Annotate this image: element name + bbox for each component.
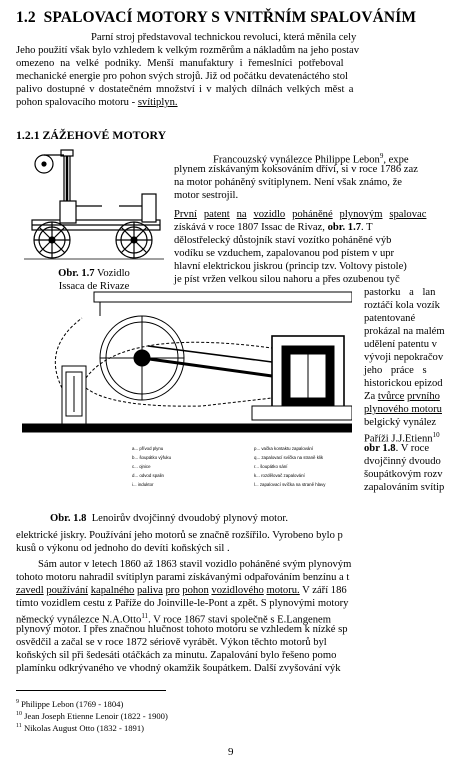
lenoir-line-9: plamínku odkrývaného ve vhodný okamžik šoupátkem. Další zvyšování výk (16, 663, 341, 674)
right-col-15: šoupátkovým rozv (364, 469, 443, 480)
patent-line-5: hlavní elektrickou jiskrou (princip tzv. Voltovy pistole) (174, 261, 407, 272)
svitiplyn-link: svítiplyn. (137, 97, 178, 108)
patent-line-2: získává v roce 1807 Issac de Rivaz, obr. 1.7. T (174, 222, 373, 233)
figure-1-8-caption: Obr. 1.8 Lenoirův dvojčinný dvoudobý plynový motor. (50, 513, 288, 524)
section-heading: 1.2 SPALOVACÍ MOTORY S VNITŘNÍM SPALOVÁNÍM (16, 9, 417, 26)
lenoir-line-3: zavedl používání kapalného paliva pro pohon vozidlového motoru. V září 186 (16, 585, 347, 596)
subsection-heading: 1.2.1 ZÁŽEHOVÉ MOTORY (16, 128, 167, 142)
right-col-3: patentované (364, 313, 416, 324)
footnote-11: $^{11}$ Nikolas August Otto (1832 - 1891) (16, 722, 145, 733)
patent-line-6: je píst vržen velkou silou nahoru a přes ozubenou tyč (174, 274, 400, 285)
legend-l: l... zapalovací svíčka na straně hlavy (254, 482, 326, 487)
right-col-4: prokázal na malém (364, 326, 445, 337)
lenoir-line-4: tímto vozidlem cestu z Paříže do Joinville-le-Pont a zpět. S plynovými motory (16, 598, 349, 609)
page-number: 9 (228, 746, 234, 758)
right-col-1: pastorku a lan (364, 287, 436, 298)
patent-line-4: vodíku se vzduchem, zapalovanou pod pístem v upr (174, 248, 395, 259)
after-fig-line-1: elektrické jiskry. Používání jeho motorů se značně rozšířilo. Vyrobeno bylo p (16, 530, 343, 541)
legend-c: c... ojnice (132, 464, 151, 469)
right-col-6: vývoji nepokračov (364, 352, 444, 363)
legend-k: k... rozdělovač zapalování (254, 473, 305, 478)
intro-line-2: Jeho použití však bylo vzhledem k velkým rozměrům a nákladům na jeho postav (16, 45, 360, 56)
right-col-5: udělení patentu v (364, 339, 437, 350)
figure-1-7-caption: Obr. 1.7 Vozidlo (58, 268, 130, 279)
intro-line-1: Parní stroj představoval technickou revoluci, která měnila cely (91, 32, 357, 43)
intro-line-5: palivo dostupné v dostatečném množství i v malých dílnách velkých měst a (16, 84, 354, 95)
right-col-8: historickou epizod (364, 378, 443, 389)
intro-line-6: pohon spalovacího motoru - svítiplyn. (16, 97, 178, 108)
right-col-13: obr 1.8. V roce (364, 443, 430, 454)
patent-line-1: První patent na vozidlo poháněné plynovým spalovac (174, 209, 427, 220)
right-col-12: Paříži J.J.Etienn$^{10}$ (364, 431, 440, 445)
legend-i: i... induktor (132, 482, 154, 487)
legend-q: q... zapalovací svíčka na straně klik (254, 455, 324, 460)
patent-line-3: dělostřelecký důstojník staví vozítko poháněné výb (174, 235, 392, 246)
right-col-9: Za tvůrce prvního (364, 391, 440, 402)
right-col-14: dvojčinný dvoudo (364, 456, 441, 467)
lebon-line-1: Francouzský vynálezce Philippe Lebon$^9$, expe (213, 152, 409, 166)
lenoir-line-2: tohoto motoru nahradil svítiplyn parami získávanými odpařováním benzínu a t (16, 572, 350, 583)
lenoir-line-7: osvědčil a začal se v roce 1872 sériově vyrábět. Výkon těchto motorů byl (16, 637, 327, 648)
after-fig-line-2: kusů o výkonu od jednoho do devíti koňských sil . (16, 543, 230, 554)
footnote-9: $^9$ Philippe Lebon (1769 - 1804) (16, 698, 124, 709)
intro-line-4: mechanické energie pro pohon svých strojů. Již od počátku devatenáctého stol (16, 71, 348, 82)
lenoir-line-6: plynový motor. I přes značnou hlučnost tohoto motoru se vzhledem k nízké sp (16, 624, 348, 635)
lenoir-engine-drawing (22, 288, 352, 500)
intro-line-3: omezeno na velké podniky. Menší manufaktury i řemeslníci potřeboval (16, 58, 344, 69)
lenoir-line-1: Sám autor v letech 1860 až 1863 stavil vozidlo poháněné svým plynovým (38, 559, 352, 570)
legend-p: p... vačka kontaktu zapalování (254, 446, 314, 451)
right-col-10: plynového motoru (364, 404, 442, 415)
footnote-10: $^{10}$ Jean Joseph Etienne Lenoir (1822 - 1900) (16, 710, 168, 721)
footnote-rule (16, 690, 166, 691)
de-rivaz-vehicle-drawing (24, 146, 164, 264)
lenoir-line-8: koňských sil při šedesáti otáčkách za minutu. Zapalování bylo řešeno pomo (16, 650, 337, 661)
right-col-11: belgický vynález (364, 417, 437, 428)
legend-d: d... odvod spalin (132, 473, 164, 478)
right-col-2: roztáčí kola vozík (364, 300, 440, 311)
right-col-7: jeho práce s (364, 365, 427, 376)
lebon-line-2: plynem získávaným koksováním dříví, si v roce 1786 zaz (174, 164, 418, 175)
lebon-line-4: motor sestrojil. (174, 190, 239, 201)
legend-b: b... šoupátko výfuku (132, 455, 172, 460)
legend-a: a... přívod plynu (132, 446, 164, 451)
lebon-line-3: na motor poháněný svítiplynem. Není však známo, že (174, 177, 403, 188)
right-col-16: zapalováním svítip (364, 482, 445, 493)
figure-1-7-caption-2: Issaca de Rivaze (58, 281, 130, 292)
lenoir-line-5: německý vynálezce N.A.Otto$^{11}$. V roce 1867 stavi společně s E.Langenem (16, 612, 331, 626)
legend-r: r... šoupátko sání (254, 464, 288, 469)
